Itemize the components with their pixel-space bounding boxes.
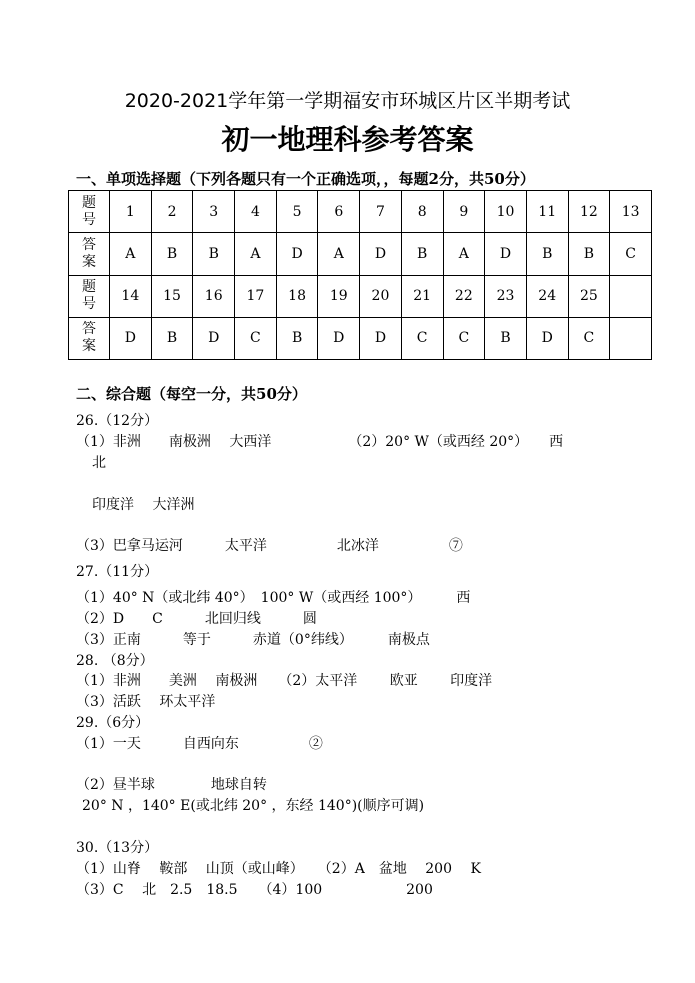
answer-cell: D bbox=[485, 233, 527, 275]
question-number: 17 bbox=[235, 275, 277, 317]
answer-cell: B bbox=[485, 317, 527, 359]
section1-heading: 一、单项选择题（下列各题只有一个正确选项，，每题2分，共50分） bbox=[76, 170, 535, 188]
answer-cell: D bbox=[193, 317, 235, 359]
table-row bbox=[69, 275, 652, 317]
row-label-number: 题号 bbox=[69, 275, 110, 317]
question-number: 12 bbox=[568, 191, 610, 233]
answer-line: 20° N ，140° E(或北纬 20° ，东经 140°)(顺序可调) bbox=[82, 798, 425, 814]
row-label-number: 题号 bbox=[69, 191, 110, 233]
answer-cell: D bbox=[526, 317, 568, 359]
question-number: 20 bbox=[360, 275, 402, 317]
answer-cell: B bbox=[193, 233, 235, 275]
question-number: 13 bbox=[610, 191, 652, 233]
question-number: 10 bbox=[485, 191, 527, 233]
question-number: 14 bbox=[110, 275, 152, 317]
question-number: 25 bbox=[568, 275, 610, 317]
question-number: 18 bbox=[276, 275, 318, 317]
question-number: 6 bbox=[318, 191, 360, 233]
question-number: 15 bbox=[151, 275, 193, 317]
question-30-label: 30.（13分） bbox=[76, 840, 159, 856]
answer-cell: A bbox=[110, 233, 152, 275]
answer-cell: C bbox=[401, 317, 443, 359]
question-number: 8 bbox=[401, 191, 443, 233]
question-number: 9 bbox=[443, 191, 485, 233]
answer-cell: A bbox=[235, 233, 277, 275]
answer-line: （1）山脊 鞍部 山顶（或山峰） （2）A 盆地 200 K bbox=[76, 861, 481, 877]
answer-cell: D bbox=[276, 233, 318, 275]
answer-cell: A bbox=[443, 233, 485, 275]
answer-line: （3）巴拿马运河 太平洋 北冰洋 ⑦ bbox=[76, 538, 463, 554]
section2-heading: 二、综合题（每空一分，共50分） bbox=[76, 385, 307, 403]
exam-title: 2020-2021学年第一学期福安市环城区片区半期考试 bbox=[124, 90, 571, 112]
answer-line: （1）40° N（或北纬 40°） 100° W（或西经 100°） 西 bbox=[76, 590, 471, 606]
row-label-answer: 答案 bbox=[69, 233, 110, 275]
answer-line: （1）非洲 南极洲 大西洋 （2）20° W（或西经 20°） 西 bbox=[76, 434, 564, 450]
question-number: 7 bbox=[360, 191, 402, 233]
question-number: 19 bbox=[318, 275, 360, 317]
answer-cell: C bbox=[443, 317, 485, 359]
answer-cell: B bbox=[151, 317, 193, 359]
answer-cell: B bbox=[276, 317, 318, 359]
question-28-label: 28. （8分） bbox=[76, 653, 154, 669]
question-number: 24 bbox=[526, 275, 568, 317]
question-number: 21 bbox=[401, 275, 443, 317]
answer-line: （1）一天 自西向东 ② bbox=[76, 736, 323, 752]
answer-cell: D bbox=[360, 233, 402, 275]
answer-cell: C bbox=[610, 233, 652, 275]
question-number bbox=[610, 275, 652, 317]
answer-line: 北 bbox=[92, 455, 106, 471]
question-number: 4 bbox=[235, 191, 277, 233]
answer-cell: B bbox=[401, 233, 443, 275]
table-row bbox=[69, 191, 652, 233]
answer-cell bbox=[610, 317, 652, 359]
answer-line: （3）C 北 2.5 18.5 （4）100 200 bbox=[76, 882, 433, 898]
answer-line: （3）正南 等于 赤道（0°纬线） 南极点 bbox=[76, 632, 430, 648]
question-number: 5 bbox=[276, 191, 318, 233]
question-number: 23 bbox=[485, 275, 527, 317]
answer-cell: C bbox=[568, 317, 610, 359]
answer-cell: D bbox=[110, 317, 152, 359]
answer-line: （2）D C 北回归线 圆 bbox=[76, 611, 317, 627]
row-label-answer: 答案 bbox=[69, 317, 110, 359]
question-29-label: 29.（6分） bbox=[76, 715, 150, 731]
page-title: 初一地理科参考答案 bbox=[221, 123, 474, 156]
answer-cell: B bbox=[526, 233, 568, 275]
table-row bbox=[69, 317, 652, 359]
question-26-label: 26.（12分） bbox=[76, 413, 159, 429]
answer-cell: A bbox=[318, 233, 360, 275]
table-row bbox=[69, 233, 652, 275]
question-number: 2 bbox=[151, 191, 193, 233]
question-number: 1 bbox=[110, 191, 152, 233]
question-number: 22 bbox=[443, 275, 485, 317]
question-number: 3 bbox=[193, 191, 235, 233]
answer-cell: C bbox=[235, 317, 277, 359]
question-number: 11 bbox=[526, 191, 568, 233]
answer-cell: B bbox=[151, 233, 193, 275]
answer-cell: B bbox=[568, 233, 610, 275]
answer-line: 印度洋 大洋洲 bbox=[92, 497, 195, 513]
answer-line: （2）昼半球 地球自转 bbox=[76, 777, 267, 793]
question-27-label: 27.（11分） bbox=[76, 564, 159, 580]
answer-cell: D bbox=[318, 317, 360, 359]
answer-cell: D bbox=[360, 317, 402, 359]
answer-line: （3）活跃 环太平洋 bbox=[76, 694, 216, 710]
answer-table bbox=[68, 190, 652, 360]
question-number: 16 bbox=[193, 275, 235, 317]
answer-line: （1）非洲 美洲 南极洲 （2）太平洋 欧亚 印度洋 bbox=[76, 673, 493, 689]
